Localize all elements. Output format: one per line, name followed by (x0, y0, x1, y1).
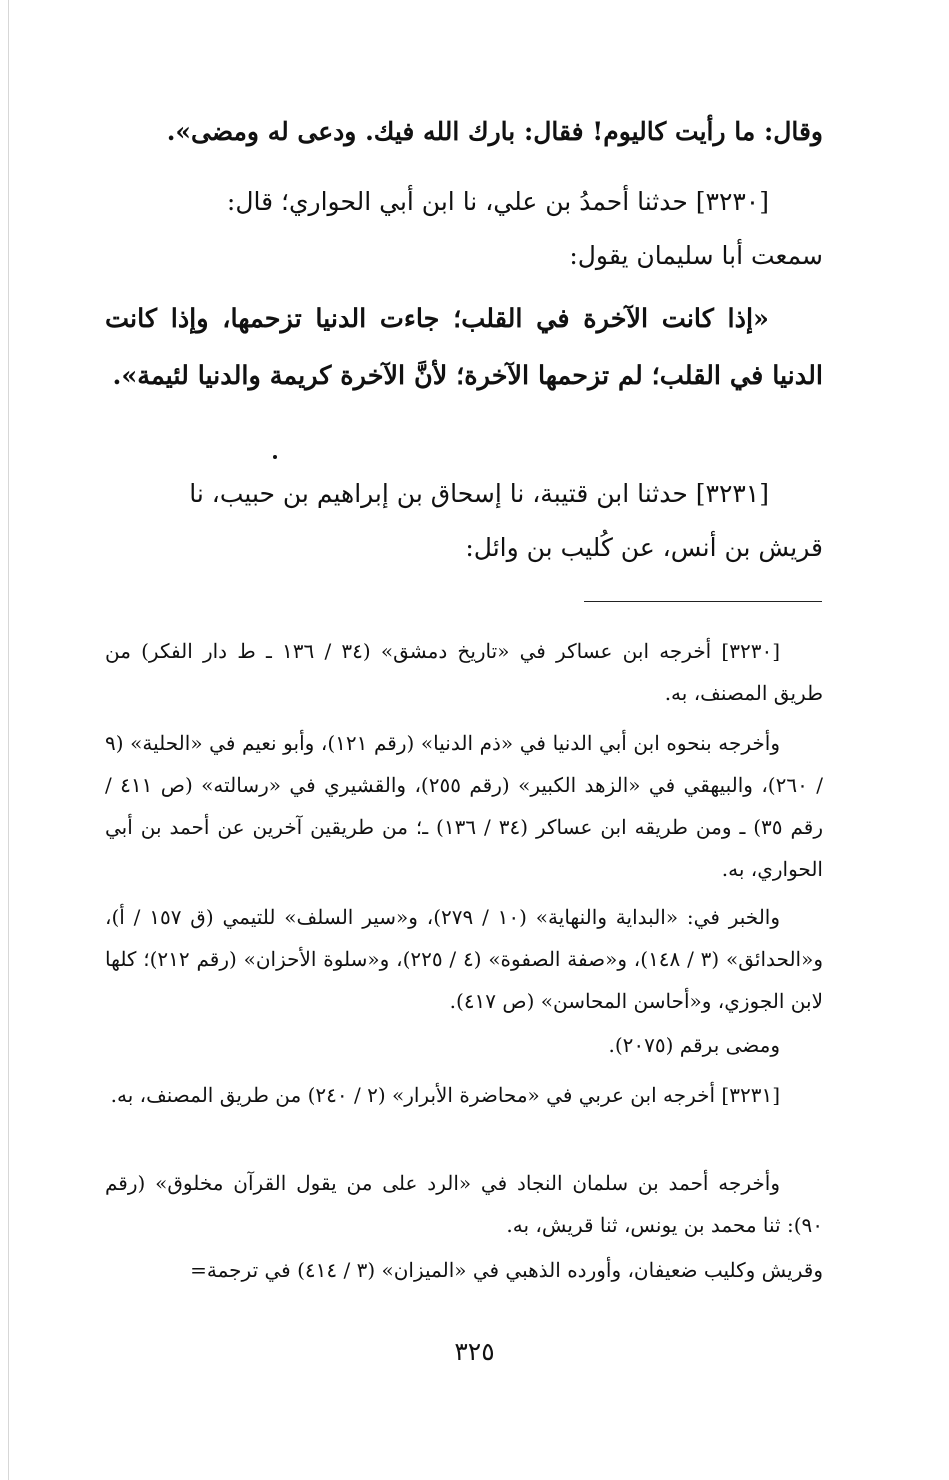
footnote-separator (584, 601, 822, 602)
footnote-3230-previous-reference: ومضى برقم (٢٠٧٥). (608, 1033, 780, 1057)
footnote-3230-source: [٣٢٣٠] أخرجه ابن عساكر في «تاريخ دمشق» (٣٤ / ١٣٦ ـ ط دار الفكر) من طريق المصنف، به. (105, 639, 823, 705)
hadith-3230-quote: «إذا كانت الآخرة في القلب؛ جاءت الدنيا تزحمها، وإذا كانت الدنيا في القلب؛ لم تزحمها الآخرة؛ لأنَّ الآخرة كريمة والدنيا لئيمة». (105, 304, 823, 391)
footnote-3230-other-books: والخبر في: «البداية والنهاية» (١٠ / ٢٧٩)، و«سير السلف» للتيمي (ق ١٥٧ / أ)، و«الحدائق» (٣ / ١٤٨)، و«صفة الصفوة» (٤ / ٢٢٥)، و«سلوة الأحزان» (رقم ٢١٢)؛ كلها لابن الجوزي، و«أحاسن المحاسن» (ص ٤١٧). (105, 905, 823, 1013)
scan-left-edge (8, 0, 9, 1480)
footnote-3231-other-source: وأخرجه أحمد بن سلمان النجاد في «الرد على من يقول القرآن مخلوق» (رقم ٩٠): ثنا محمد بن يونس، ثنا قريش، به. (105, 1171, 823, 1237)
hadith-3231-intro-line-2: قريش بن أنس، عن كُليب بن وائل: (465, 533, 823, 562)
footnote-3231-source: [٣٢٣١] أخرجه ابن عربي في «محاضرة الأبرار» (٢ / ٢٤٠) من طريق المصنف، به. (110, 1083, 780, 1107)
footnote-3231-weakness-note: وقريش وكليب ضعيفان، وأورده الذهبي في «الميزان» (٣ / ٤١٤) في ترجمة= (190, 1258, 823, 1282)
page-number: ٣٢٥ (454, 1337, 495, 1366)
hadith-3230-intro-line-1: [٣٢٣٠] حدثنا أحمدُ بن علي، نا ابن أبي الحواري؛ قال: (226, 187, 769, 216)
hadith-3231-intro-line-1: [٣٢٣١] حدثنا ابن قتيبة، نا إسحاق بن إبراهيم بن حبيب، نا (189, 479, 769, 508)
hadith-3230-intro-line-2: سمعت أبا سليمان يقول: (569, 241, 823, 270)
decorative-dot (273, 455, 277, 459)
main-text-line-1: وقال: ما رأيت كاليوم! فقال: بارك الله فيك. ودعى له ومضى». (166, 117, 823, 146)
footnote-3230-other-sources: وأخرجه بنحوه ابن أبي الدنيا في «ذم الدنيا» (رقم ١٢١)، وأبو نعيم في «الحلية» (٩ / ٢٦٠)، والبيهقي في «الزهد الكبير» (رقم ٢٥٥)، والقشيري في «رسالته» (ص ٤١١ / رقم ٣٥) ـ ومن طريقه ابن عساكر (٣٤ / ١٣٦) ـ؛ من طريقين آخرين عن أحمد بن أبي الحواري، به. (105, 731, 824, 881)
